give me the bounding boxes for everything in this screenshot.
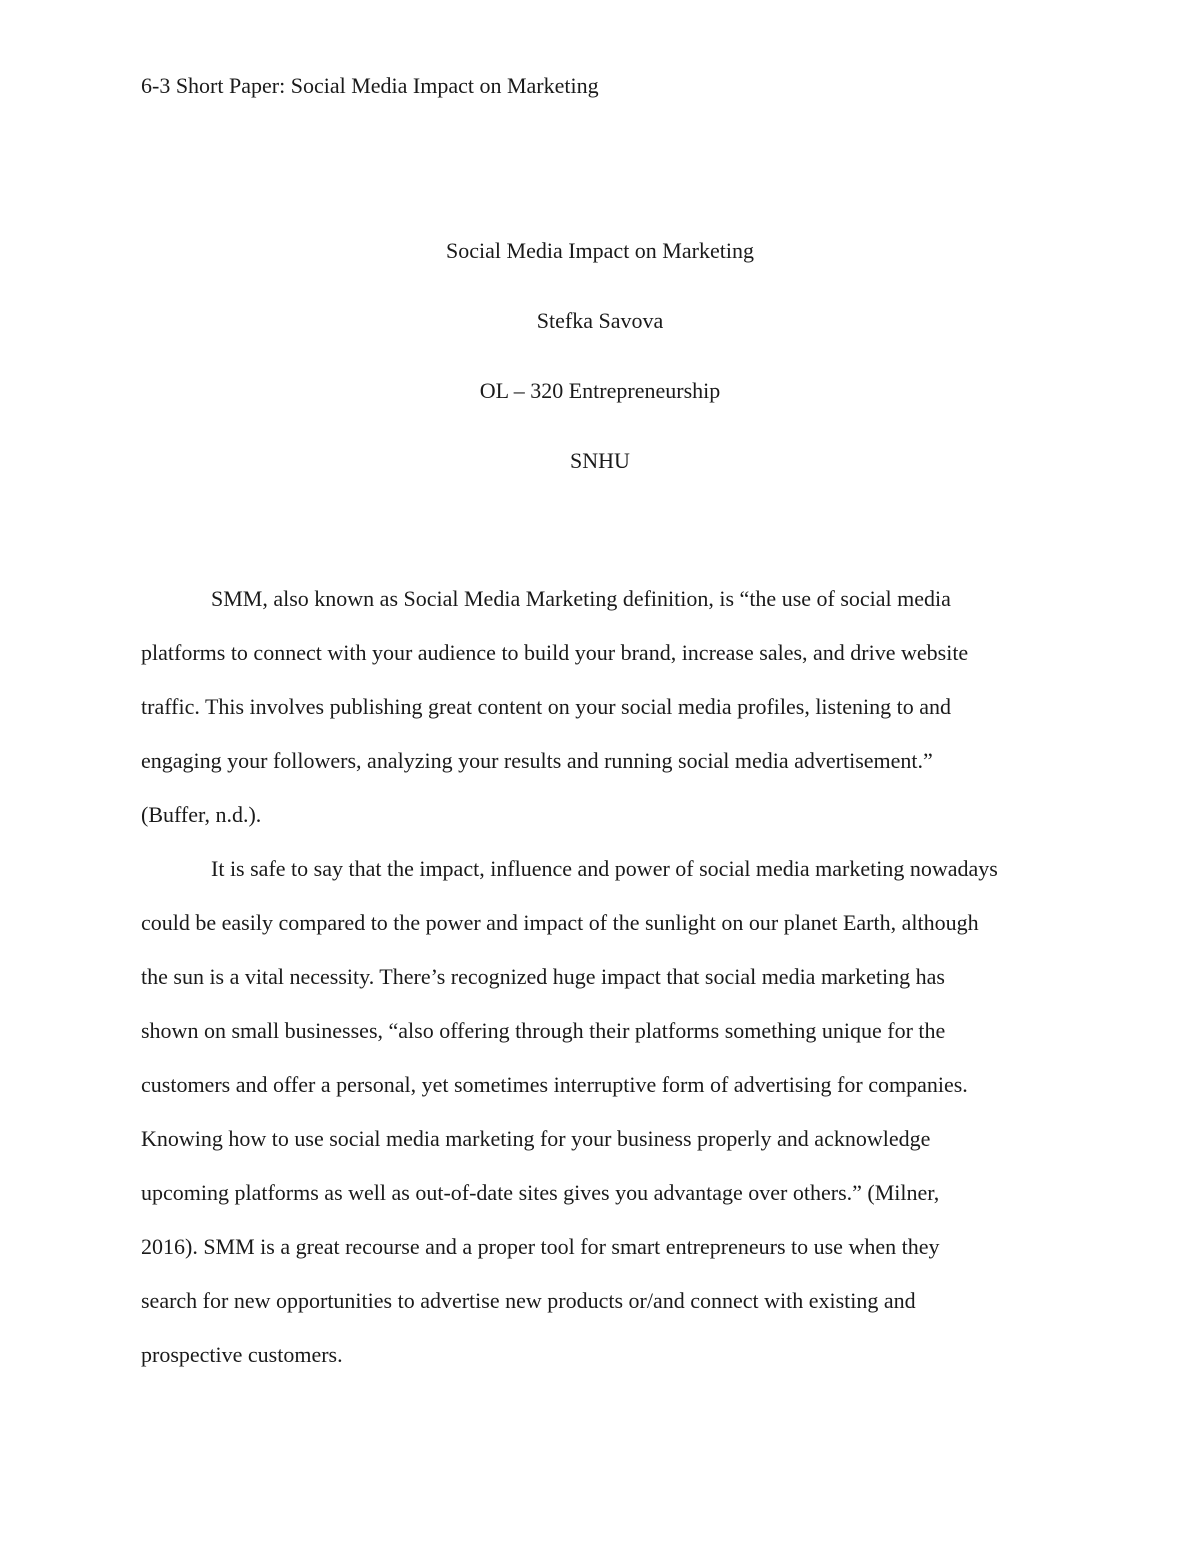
- paragraph-line: traffic. This involves publishing great content on your social media profiles, listening to and: [141, 694, 951, 719]
- title-block: [0, 237, 1200, 517]
- paragraph-line: It is safe to say that the impact, influence and power of social media marketing nowadays: [211, 856, 998, 881]
- paragraph-line: (Buffer, n.d.).: [141, 802, 262, 827]
- running-head: 6-3 Short Paper: Social Media Impact on Marketing: [141, 73, 599, 98]
- paragraph-line: 2016). SMM is a great recourse and a proper tool for smart entrepreneurs to use when they: [141, 1234, 940, 1259]
- paragraph-line: the sun is a vital necessity. There’s recognized huge impact that social media marketing has: [141, 964, 945, 989]
- paragraph-line: platforms to connect with your audience to build your brand, increase sales, and drive website: [141, 640, 969, 665]
- paragraph-line: customers and offer a personal, yet sometimes interruptive form of advertising for companies.: [141, 1072, 968, 1097]
- paragraph: [141, 585, 1071, 855]
- course-name: OL – 320 Entrepreneurship: [479, 378, 721, 403]
- paragraph-line: shown on small businesses, “also offering through their platforms something unique for the: [141, 1018, 946, 1043]
- paper-title: Social Media Impact on Marketing: [446, 238, 754, 263]
- author-name: Stefka Savova: [536, 308, 664, 333]
- paragraph-line: prospective customers.: [141, 1342, 343, 1367]
- institution-name: SNHU: [570, 448, 630, 473]
- paragraph-line: Knowing how to use social media marketing for your business properly and acknowledge: [141, 1126, 931, 1151]
- paragraph-line: engaging your followers, analyzing your results and running social media advertisement.”: [141, 748, 933, 773]
- paragraph-line: search for new opportunities to advertise new products or/and connect with existing and: [141, 1288, 916, 1313]
- body-text: [141, 585, 1071, 1395]
- paragraph: [141, 855, 1071, 1395]
- paragraph-line: could be easily compared to the power and impact of the sunlight on our planet Earth, although: [141, 910, 979, 935]
- paragraph-line: SMM, also known as Social Media Marketing definition, is “the use of social media: [211, 586, 951, 611]
- paragraph-line: upcoming platforms as well as out-of-date sites gives you advantage over others.” (Milner,: [141, 1180, 940, 1205]
